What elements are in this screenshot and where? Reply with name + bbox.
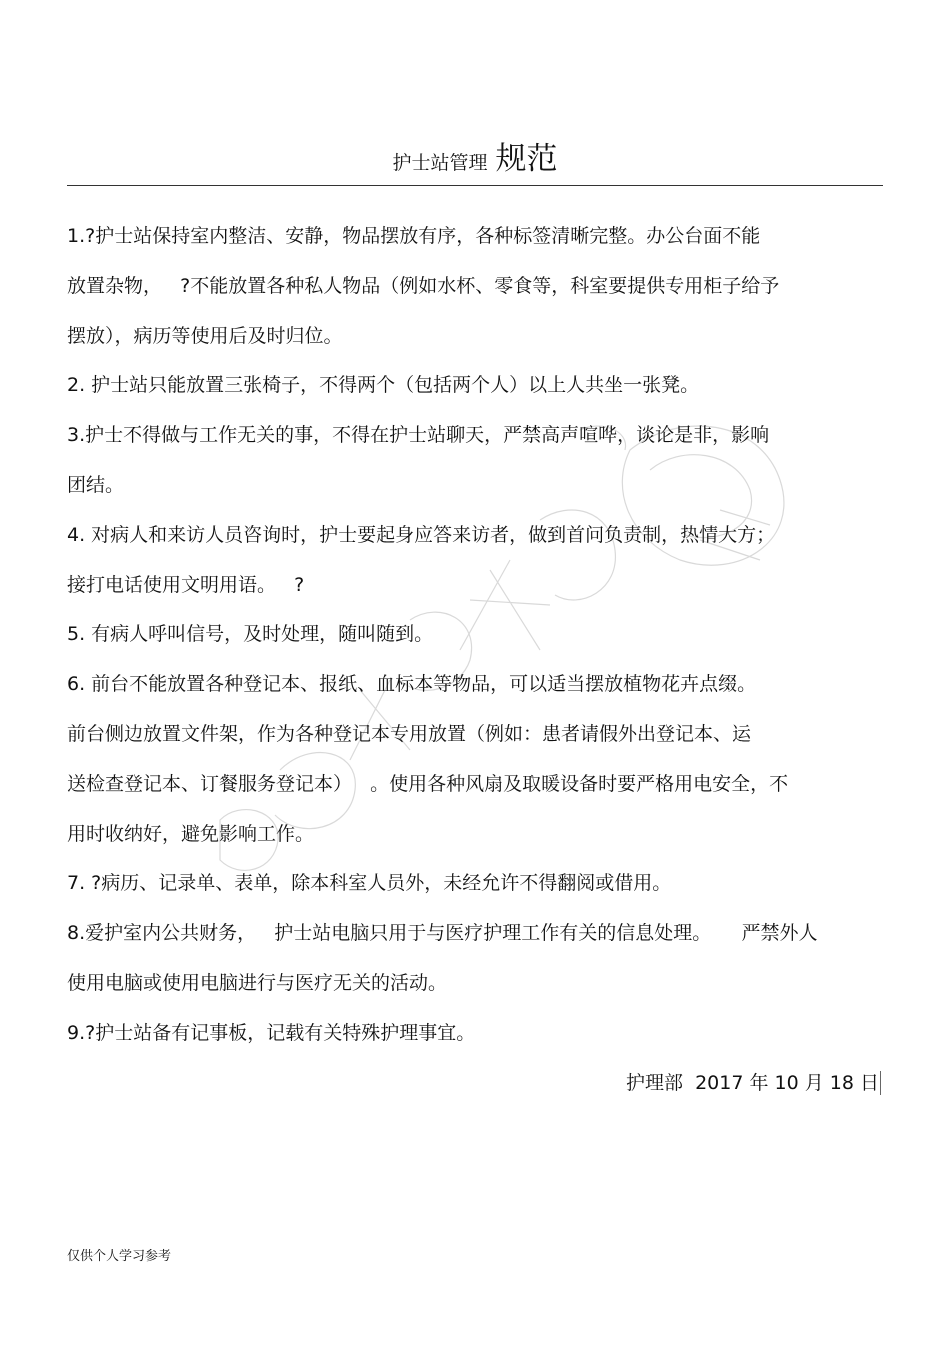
rule-line: 用时收纳好，避免影响工作。 xyxy=(67,823,315,845)
rule-line: 使用电脑或使用电脑进行与医疗无关的活动。 xyxy=(67,972,448,994)
rule-line: 6. 前台不能放置各种登记本、报纸、血标本等物品，可以适当摆放植物花卉点缀。 xyxy=(67,673,757,695)
signature-date: 护理部 2017 年 10 月 18 日 xyxy=(626,1072,879,1094)
rule-line: 7. ?病历、记录单、表单，除本科室人员外，未经允许不得翻阅或借用。 xyxy=(67,872,672,894)
rule-line: 1.?护士站保持室内整洁、安静，物品摆放有序，各种标签清晰完整。办公台面不能 xyxy=(67,225,761,247)
rule-line: 前台侧边放置文件架，作为各种登记本专用放置（例如：患者请假外出登记本、运 xyxy=(67,723,752,745)
rule-line: 8.爱护室内公共财务， 护士站电脑只用于与医疗护理工作有关的信息处理。 严禁外人 xyxy=(67,922,818,944)
rule-line: 摆放），病历等使用后及时归位。 xyxy=(67,325,343,347)
rule-line: 接打电话使用文明用语。 ? xyxy=(67,574,305,596)
title-main: 规范 xyxy=(495,141,558,177)
document-title xyxy=(0,133,950,178)
rule-line: 团结。 xyxy=(67,474,125,496)
rule-line: 4. 对病人和来访人员咨询时，护士要起身应答来访者，做到首问负责制，热情大方； xyxy=(67,524,776,546)
footer-note: 仅供个人学习参考 xyxy=(67,1249,172,1264)
rule-line: 放置杂物， ?不能放置各种私人物品（例如水杯、零食等，科室要提供专用柜子给予 xyxy=(67,275,780,297)
title-prefix: 护士站管理 xyxy=(392,152,488,174)
rule-line: 送检查登记本、订餐服务登记本） 。使用各种风扇及取暖设备时要严格用电安全，不 xyxy=(67,773,789,795)
rule-line: 5. 有病人呼叫信号，及时处理，随叫随到。 xyxy=(67,623,434,645)
rule-line: 2. 护士站只能放置三张椅子，不得两个（包括两个人）以上人共坐一张凳。 xyxy=(67,374,700,396)
title-divider xyxy=(67,185,883,186)
rule-line: 3.护士不得做与工作无关的事，不得在护士站聊天，严禁高声喧哗，谈论是非，影响 xyxy=(67,424,770,446)
rule-line: 9.?护士站备有记事板，记载有关特殊护理事宜。 xyxy=(67,1022,476,1044)
